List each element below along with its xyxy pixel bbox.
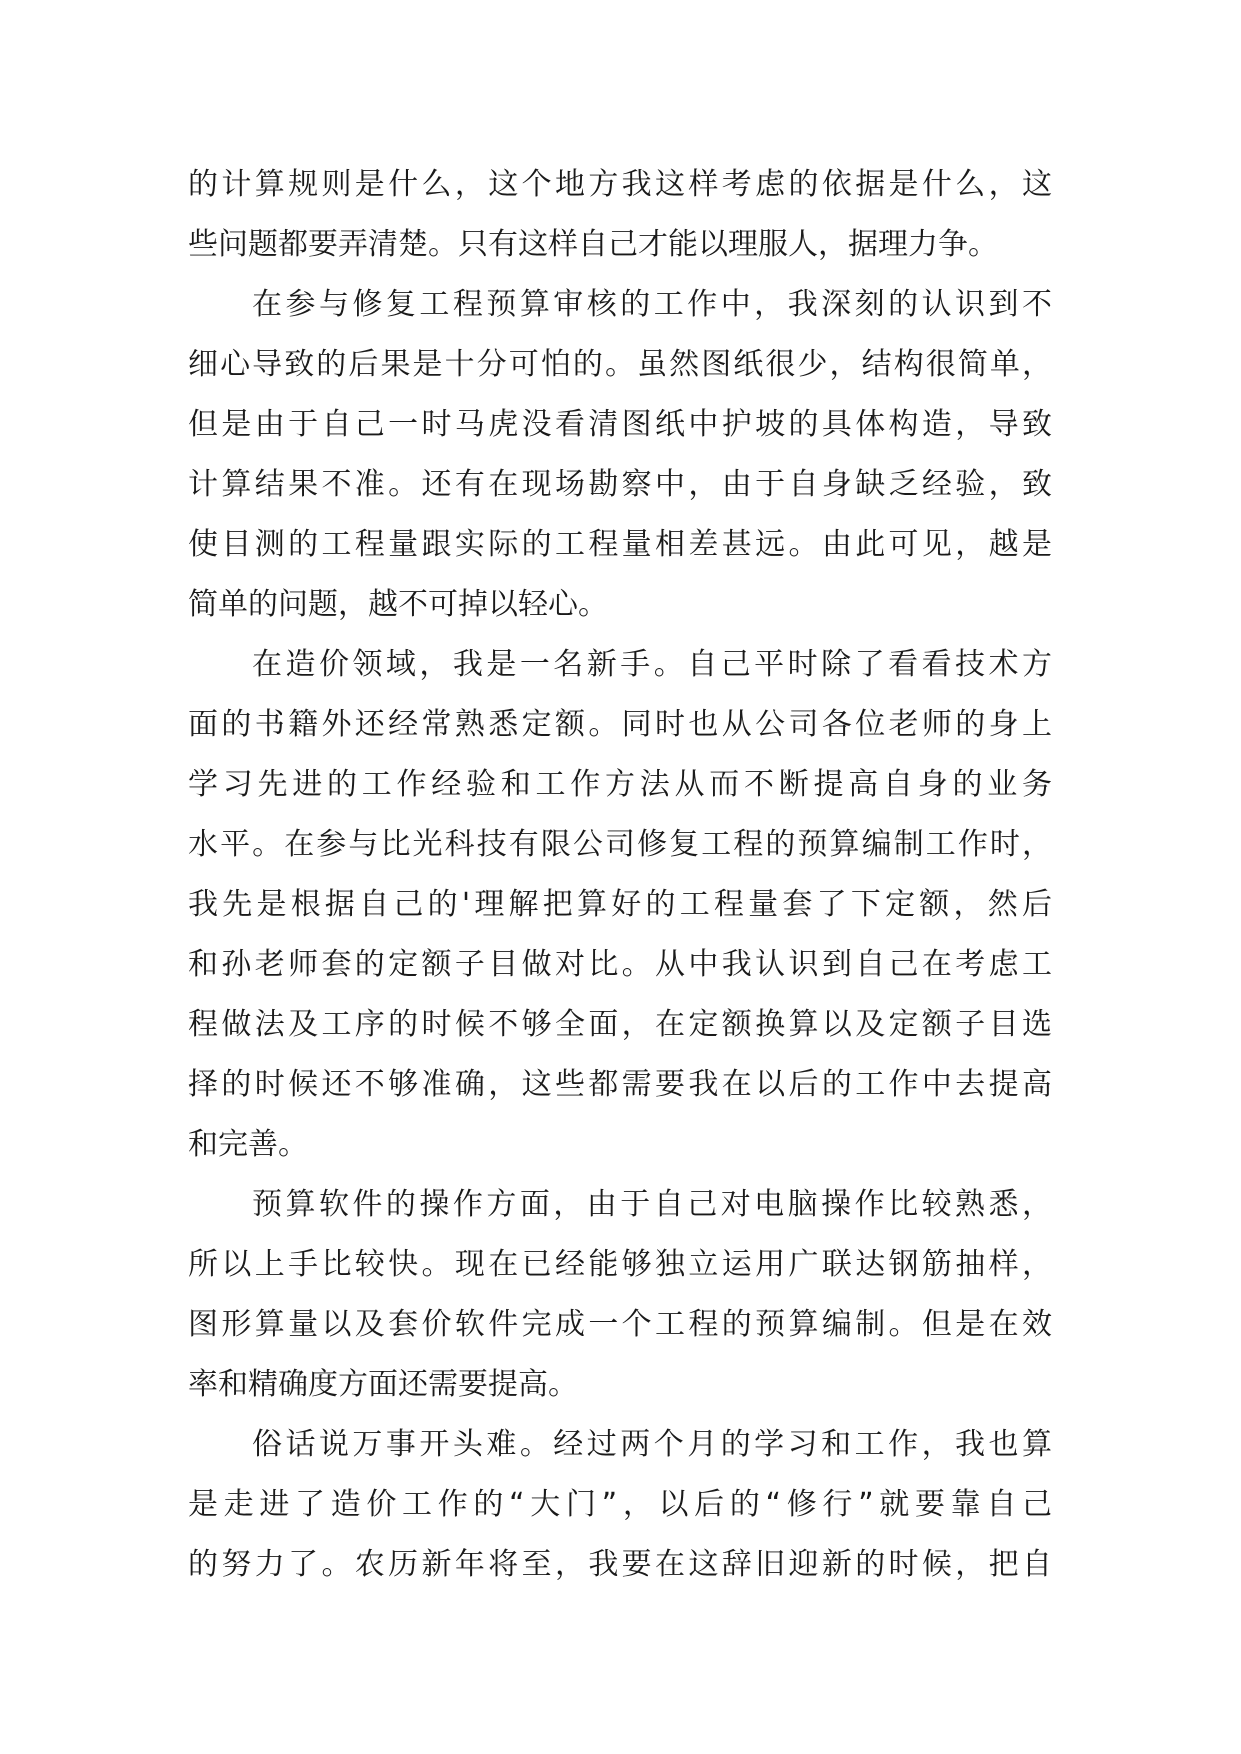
text-line: 的努力了。农历新年将至，我要在这辞旧迎新的时候，把自 [188, 1547, 1052, 1582]
text-line: 计算结果不准。还有在现场勘察中，由于自身缺乏经验，致 [188, 467, 1052, 502]
text-line: 程做法及工序的时候不够全面，在定额换算以及定额子目选 [188, 1007, 1052, 1042]
text-line: 是走进了造价工作的“大门”，以后的“修行”就要靠自己 [188, 1487, 1052, 1522]
text-line: 面的书籍外还经常熟悉定额。同时也从公司各位老师的身上 [188, 707, 1052, 742]
text-line: 简单的问题，越不可掉以轻心。 [188, 587, 608, 622]
text-line: 的计算规则是什么，这个地方我这样考虑的依据是什么，这 [188, 167, 1052, 202]
text-line: 水平。在参与比光科技有限公司修复工程的预算编制工作时， [188, 827, 1052, 862]
text-line: 我先是根据自己的'理解把算好的工程量套了下定额，然后 [188, 887, 1052, 922]
paragraph-first-line: 在参与修复工程预算审核的工作中，我深刻的认识到不 [252, 287, 1052, 322]
text-line: 择的时候还不够准确，这些都需要我在以后的工作中去提高 [188, 1067, 1052, 1102]
text-line: 使目测的工程量跟实际的工程量相差甚远。由此可见，越是 [188, 527, 1052, 562]
text-line: 细心导致的后果是十分可怕的。虽然图纸很少，结构很简单， [188, 347, 1052, 382]
paragraph-first-line: 在造价领域，我是一名新手。自己平时除了看看技术方 [252, 647, 1052, 682]
text-line: 和完善。 [188, 1127, 308, 1162]
paragraph-first-line: 俗话说万事开头难。经过两个月的学习和工作，我也算 [252, 1427, 1052, 1462]
text-line: 所以上手比较快。现在已经能够独立运用广联达钢筋抽样， [188, 1247, 1052, 1282]
text-line: 和孙老师套的定额子目做对比。从中我认识到自己在考虑工 [188, 947, 1052, 982]
text-line: 但是由于自己一时马虎没看清图纸中护坡的具体构造，导致 [188, 407, 1052, 442]
text-line: 些问题都要弄清楚。只有这样自己才能以理服人，据理力争。 [188, 227, 998, 262]
text-line: 率和精确度方面还需要提高。 [188, 1367, 578, 1402]
text-line: 学习先进的工作经验和工作方法从而不断提高自身的业务 [188, 767, 1052, 802]
paragraph-first-line: 预算软件的操作方面，由于自己对电脑操作比较熟悉， [252, 1187, 1052, 1222]
document-body [188, 155, 1052, 1595]
text-line: 图形算量以及套价软件完成一个工程的预算编制。但是在效 [188, 1307, 1052, 1342]
